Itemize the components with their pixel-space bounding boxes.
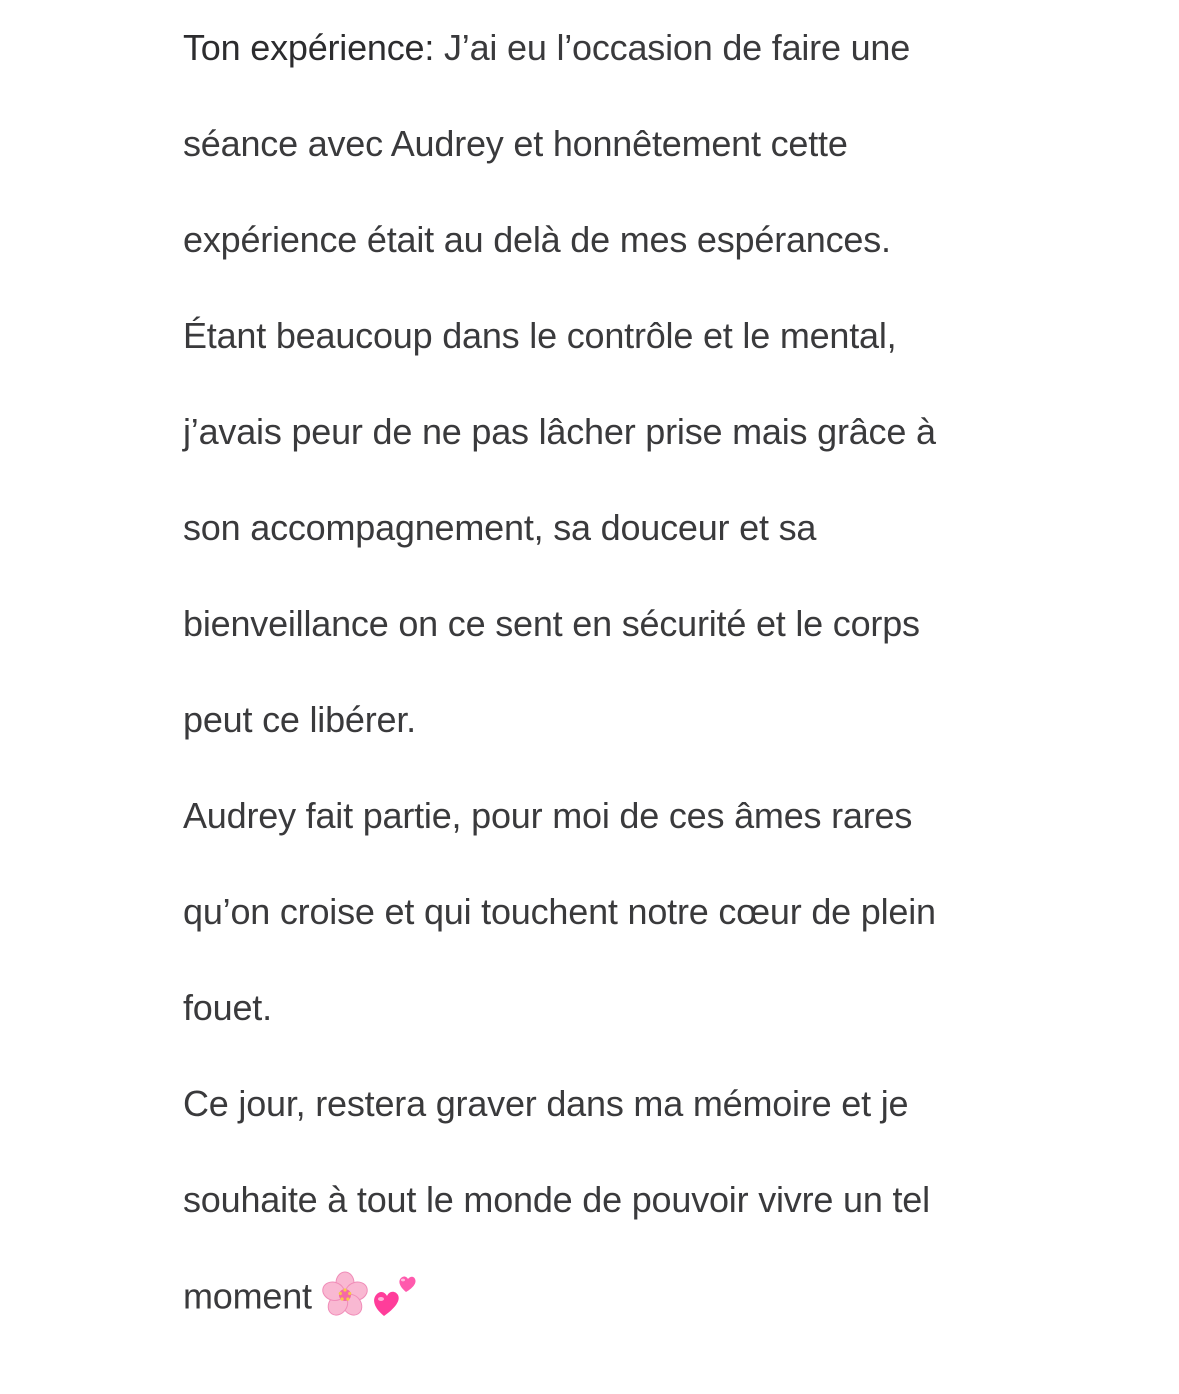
text-line-12: Ce jour, restera graver dans ma mémoire et je — [183, 1083, 909, 1124]
cherry-blossom-icon — [320, 1270, 370, 1320]
text-line-10: qu’on croise et qui touchent notre cœur de plein — [183, 891, 936, 932]
text-line-2: séance avec Audrey et honnêtement cette — [183, 123, 848, 164]
emoji-group — [320, 1270, 420, 1320]
text-line-8: peut ce libérer. — [183, 699, 416, 740]
text-line-6: son accompagnement, sa douceur et sa — [183, 507, 817, 548]
text-line-7: bienveillance on ce sent en sécurité et le corps — [183, 603, 920, 644]
text-line-11: fouet. — [183, 987, 272, 1028]
text-line-1: Ton expérience: J’ai eu l’occasion de faire une — [183, 27, 911, 68]
text-line-5: j’avais peur de ne pas lâcher prise mais grâce à — [183, 411, 936, 452]
two-hearts-icon — [370, 1270, 420, 1320]
text-line-13: souhaite à tout le monde de pouvoir vivre un tel — [183, 1179, 930, 1220]
text-line-9: Audrey fait partie, pour moi de ces âmes rares — [183, 795, 913, 836]
text-line-14: moment — [183, 1274, 420, 1318]
experience-label: Ton expérience: — [183, 27, 435, 68]
text-line-3: expérience était au delà de mes espérances. — [183, 219, 891, 260]
text-line-4: Étant beaucoup dans le contrôle et le mental, — [183, 315, 897, 356]
